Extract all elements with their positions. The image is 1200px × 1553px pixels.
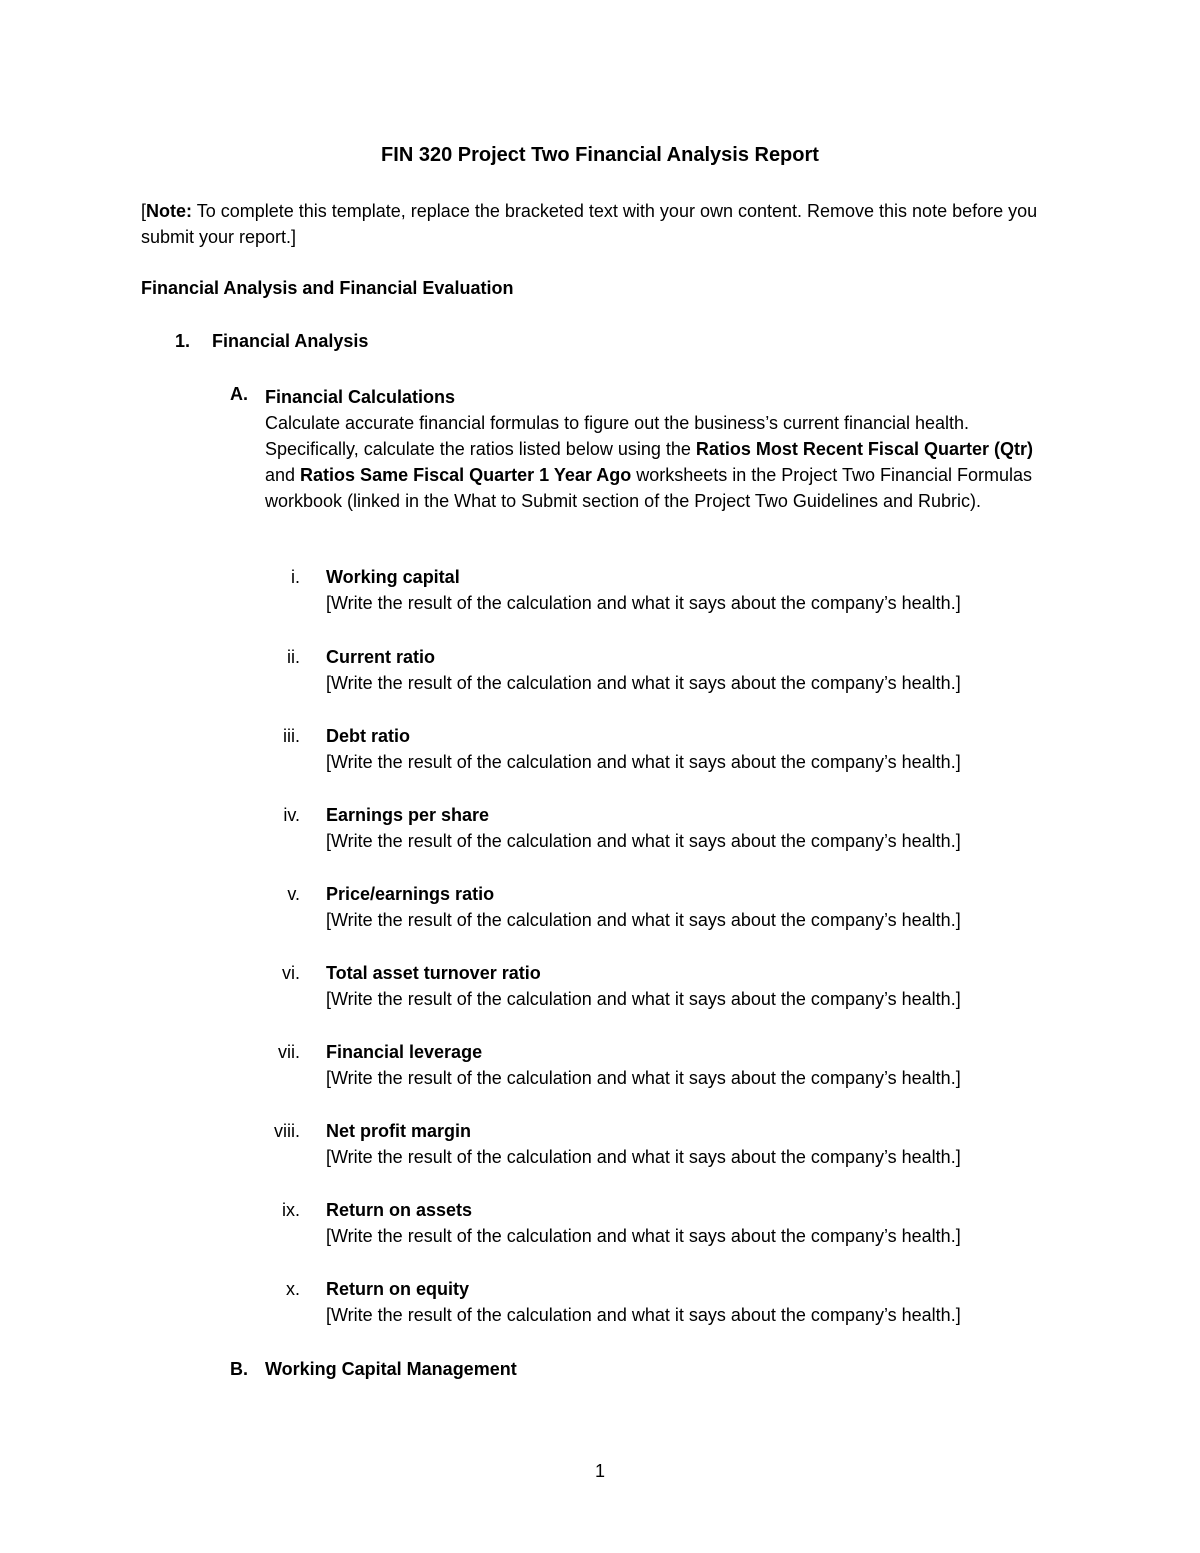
part1-label: Financial Analysis [212,331,369,351]
item-numeral: ii. [287,647,300,667]
item-label: Financial leverage [326,1042,483,1062]
item-description: [Write the result of the calculation and what it says about the company’s health.] [326,831,961,851]
partA-bold-2: Ratios Same Fiscal Quarter 1 Year Ago [300,465,632,485]
item-numeral: viii. [274,1121,300,1141]
note-bracket: [ [141,201,147,221]
note-text: To complete this template, replace the bracketed text with your own content. Remove this note before you submit your report.] [141,201,1038,247]
template-note [141,198,1061,250]
item-description: [Write the result of the calculation and what it says about the company’s health.] [326,910,961,930]
item-description: [Write the result of the calculation and what it says about the company’s health.] [326,593,961,613]
item-numeral: ix. [282,1200,300,1220]
item-description: [Write the result of the calculation and what it says about the company’s health.] [326,752,961,772]
item-label: Debt ratio [326,726,411,746]
item-description: [Write the result of the calculation and what it says about the company’s health.] [326,1305,961,1325]
partA-body-2: and [265,465,301,485]
partA-heading: Financial Calculations [265,387,456,407]
note-label: Note: [146,201,193,221]
item-label: Return on equity [326,1279,469,1299]
item-label: Return on assets [326,1200,473,1220]
item-numeral: vi. [282,963,300,983]
item-label: Working capital [326,567,460,587]
partA-body-3: worksheets in the Project Two Financial Formulas workbook (linked in the What to Submit section of the Project Two Guidelines and Rubric). [265,465,1033,511]
item-numeral: vii. [278,1042,300,1062]
partA-bold-1: Ratios Most Recent Fiscal Quarter (Qtr) [695,439,1033,459]
page-number: 1 [594,1461,605,1481]
item-numeral: v. [287,884,300,904]
item-description: [Write the result of the calculation and what it says about the company’s health.] [326,673,961,693]
item-label: Net profit margin [326,1121,472,1141]
item-description: [Write the result of the calculation and what it says about the company’s health.] [326,989,961,1009]
partA-block [265,384,1055,514]
partB-letter: B. [230,1359,248,1379]
item-description: [Write the result of the calculation and what it says about the company’s health.] [326,1226,961,1246]
item-label: Earnings per share [326,805,490,825]
item-description: [Write the result of the calculation and what it says about the company’s health.] [326,1068,961,1088]
part1-number: 1. [175,331,191,351]
item-numeral: x. [285,1279,300,1299]
item-label: Current ratio [326,647,436,667]
item-label: Total asset turnover ratio [326,963,541,983]
document-title: FIN 320 Project Two Financial Analysis Report [381,144,819,166]
item-numeral: iii. [283,726,300,746]
item-numeral: i. [291,567,300,587]
partB-label: Working Capital Management [265,1359,517,1379]
item-label: Price/earnings ratio [326,884,495,904]
partA-letter: A. [230,384,248,404]
partA-body-1: Calculate accurate financial formulas to figure out the business’s current financial health. Specifically, calculate the ratios listed below using the [265,413,970,459]
item-description: [Write the result of the calculation and what it says about the company’s health.] [326,1147,961,1167]
item-numeral: iv. [283,805,300,825]
section-heading: Financial Analysis and Financial Evaluation [141,278,514,298]
